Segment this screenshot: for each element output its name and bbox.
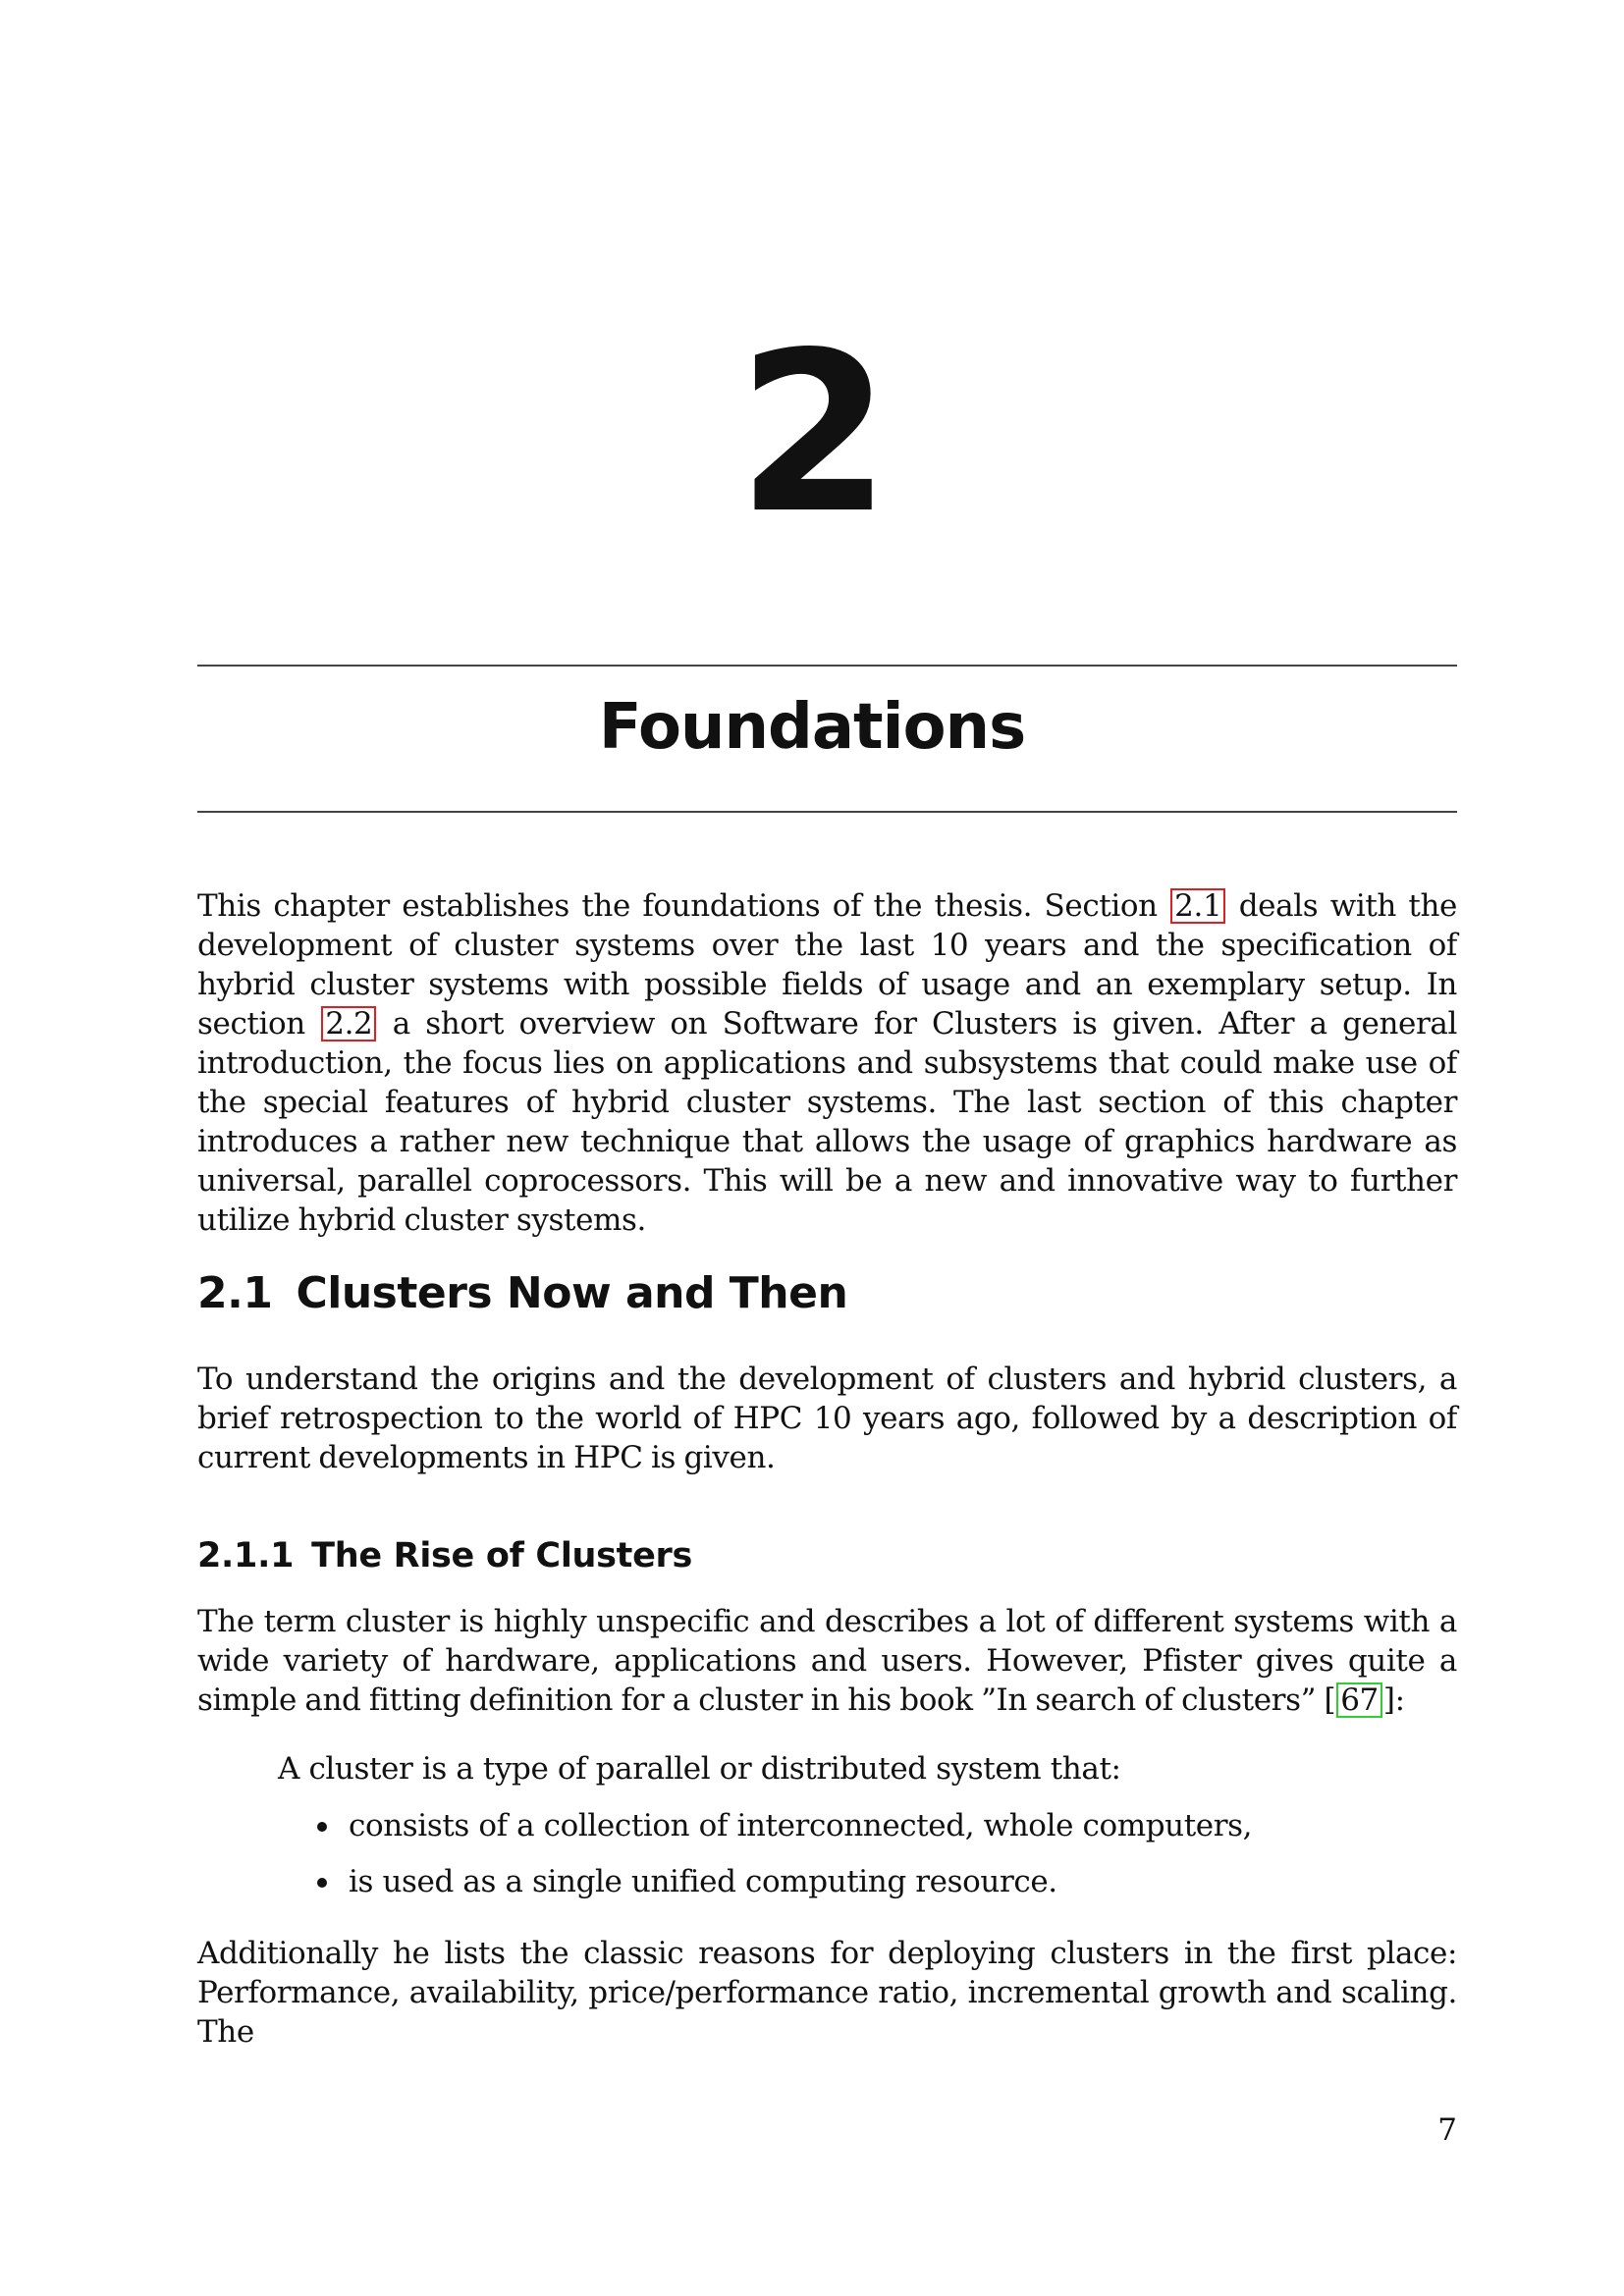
title-rule-top [197,665,1457,667]
definition-bullet-list [278,1806,1456,1901]
intro-text-3: a short overview on Software for Clusters is given. After a general introduction, the focus lies on applications and subsystems that could make use of the special features of hybrid cluster systems. The last section of this chapter introduces a rather new technique that allows the usage of graphics hardware as universal, parallel coprocessors. This will be a new and innovative way to further utilize hybrid cluster systems. [197,1006,1457,1238]
section-2-1-paragraph-block [197,1360,1457,1477]
citation-link-67[interactable]: 67 [1336,1682,1382,1718]
rise-paragraph-text: The term cluster is highly unspecific and describes a lot of different systems with a wide variety of hardware, applications and users. However, Pfister gives quite a simple and fitting definition for a cluster in his book ”In search of clusters” [197,1604,1457,1718]
intro-text-1: This chapter establishes the foundations of the thesis. Section [197,888,1170,924]
subsection-heading-2-1-1 [197,1533,1457,1578]
section-ref-link-2-2[interactable]: 2.2 [321,1006,376,1041]
rise-paragraph-block [197,1602,1457,1720]
definition-quote [278,1749,1456,1918]
page-number: 7 [1437,2112,1457,2148]
chapter-title: Foundations [598,691,1026,764]
subsection-title: The Rise of Clusters [311,1536,693,1575]
list-item-text: consists of a collection of interconnected, whole computers, [349,1808,1253,1843]
section-title: Clusters Now and Then [296,1268,848,1318]
section-number: 2.1 [197,1268,273,1318]
chapter-number: 2 [736,305,888,562]
intro-paragraph [197,886,1457,1240]
quote-intro: A cluster is a type of parallel or distributed system that: [278,1751,1121,1787]
intro-paragraph-block [197,886,1457,1240]
additional-paragraph: Additionally he lists the classic reasons for deploying clusters in the first place: Performance, availability, price/performance ratio, incremental growth and scaling. The [197,1936,1457,2050]
additional-paragraph-block [197,1934,1457,2052]
intro-text-2: deals with the development of cluster systems over the last 10 years and the specification of hybrid cluster systems with possible fields of usage and an exemplary setup. In section [197,888,1457,1041]
list-item [278,1862,1456,1901]
section-ref-link-2-1[interactable]: 2.1 [1170,888,1225,924]
subsection-number: 2.1.1 [197,1536,295,1575]
list-item [278,1806,1456,1845]
citation-bracket-open: [ [1324,1682,1336,1718]
list-item-text: is used as a single unified computing resource. [349,1864,1057,1899]
section-heading-2-1 [197,1266,1457,1321]
rise-paragraph [197,1602,1457,1720]
citation-bracket-close: ]: [1382,1682,1405,1718]
title-rule-bottom [197,811,1457,813]
bullet-icon [317,1822,327,1832]
bullet-icon [317,1878,327,1888]
section-2-1-paragraph: To understand the origins and the development of clusters and hybrid clusters, a brief retrospection to the world of HPC 10 years ago, followed by a description of current developments in HPC is given. [197,1362,1457,1475]
